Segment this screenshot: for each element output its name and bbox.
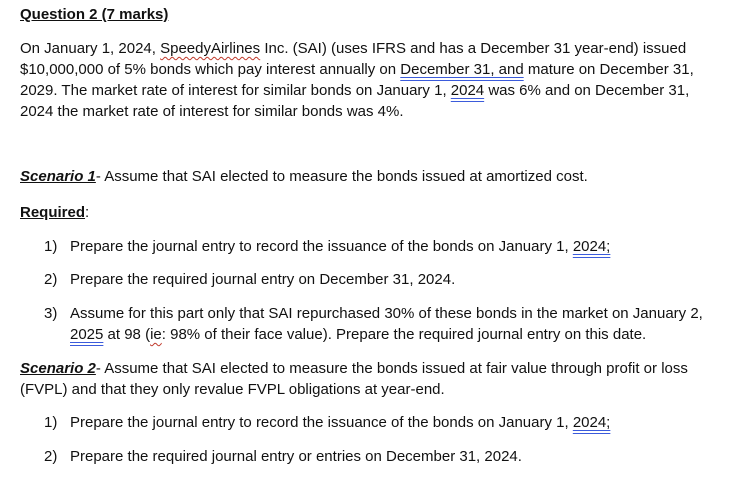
intro-text: $10,000,000 of 5% bonds which pay interest annually on: [20, 61, 401, 78]
list-item: [44, 412, 610, 433]
intro-paragraph: [20, 38, 694, 122]
list-item: [44, 236, 610, 257]
intro-text: 2029. The market rate of interest for similar bonds on January 1,: [20, 82, 451, 99]
list-item: [44, 446, 522, 467]
list-text: Prepare the journal entry to record the issuance of the bonds on January 1,: [70, 414, 573, 431]
list-number: 1): [44, 414, 58, 431]
intro-text: Inc. (SAI) (uses IFRS and has a December 31 year-end) issued: [260, 40, 687, 57]
grammar-flag: 2024: [450, 82, 485, 99]
list-item: [44, 269, 455, 290]
required-label: Required: [20, 204, 86, 221]
grammar-flag: 2024;: [572, 414, 611, 431]
intro-text: On January 1, 2024,: [20, 40, 161, 57]
list-text: Assume for this part only that SAI repurchased 30% of these bonds in the market on January 2,: [70, 305, 703, 322]
intro-line-4: 2024 the market rate of interest for similar bonds was 4%.: [20, 103, 404, 120]
list-text: Prepare the required journal entry or entries on December 31, 2024.: [70, 448, 522, 465]
list-item-continuation: [70, 324, 646, 345]
required-heading: [20, 202, 89, 223]
scenario-2-text-line-2: (FVPL) and that they only revalue FVPL obligations at year-end.: [20, 381, 445, 398]
scenario-2-label: Scenario 2: [20, 360, 96, 377]
grammar-flag: 2024;: [572, 238, 611, 255]
list-item: [44, 303, 703, 324]
list-number: 1): [44, 238, 58, 255]
grammar-flag: December 31, and: [400, 61, 524, 78]
list-text: at 98 (: [103, 326, 151, 343]
spelling-flag: ie: [150, 326, 162, 343]
scenario-1-label: Scenario 1: [20, 168, 96, 185]
intro-text: was 6% and on December 31,: [484, 82, 690, 99]
scenario-2-heading: [20, 358, 688, 400]
grammar-flag: 2025: [70, 326, 104, 343]
scenario-1-heading: [20, 166, 588, 187]
intro-line-3: [20, 80, 694, 101]
list-number: 2): [44, 271, 58, 288]
list-number: 2): [44, 448, 58, 465]
intro-line-1: [20, 38, 694, 59]
list-text: : 98% of their face value). Prepare the required journal entry on this date.: [161, 326, 647, 343]
company-name: SpeedyAirlines: [160, 40, 261, 57]
list-text: Prepare the journal entry to record the issuance of the bonds on January 1,: [70, 238, 573, 255]
question-title: Question 2 (7 marks): [20, 6, 169, 23]
scenario-2-text: - Assume that SAI elected to measure the bonds issued at fair value through profit or loss: [95, 360, 688, 377]
required-colon: :: [85, 204, 90, 221]
intro-line-2: [20, 59, 694, 80]
list-number: 3): [44, 305, 58, 322]
list-text: Prepare the required journal entry on December 31, 2024.: [70, 271, 456, 288]
scenario-1-text: - Assume that SAI elected to measure the bonds issued at amortized cost.: [95, 168, 588, 185]
intro-text: mature on December 31,: [523, 61, 694, 78]
